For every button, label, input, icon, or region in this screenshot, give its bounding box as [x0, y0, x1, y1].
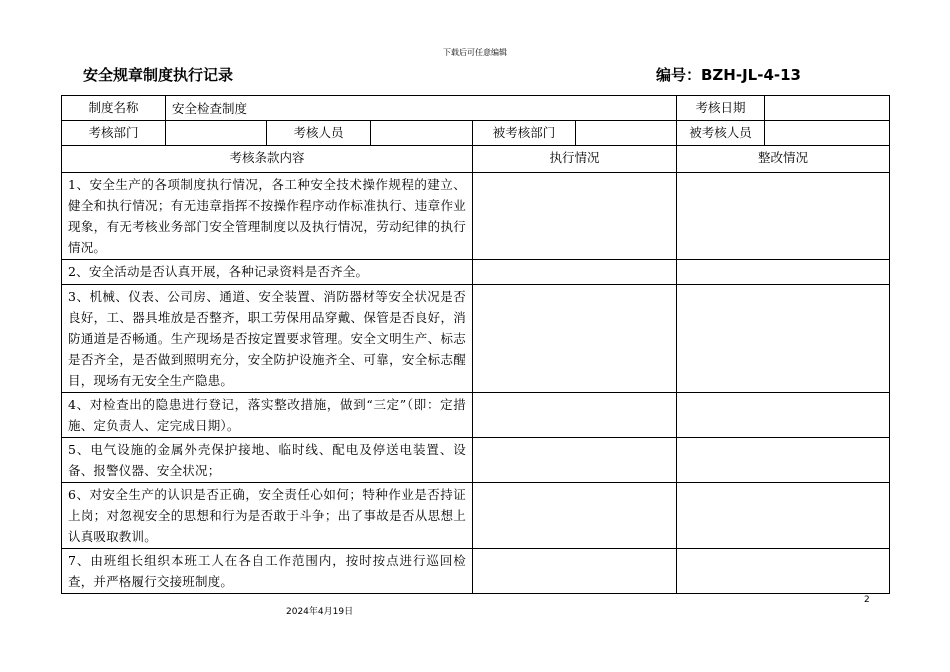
table-row — [62, 260, 890, 285]
top-note: 下载后可任意编辑 — [443, 48, 507, 57]
table-row — [62, 483, 890, 549]
rectification-cell[interactable] — [677, 285, 890, 393]
header-clause-content: 考核条款内容 — [62, 146, 473, 173]
header-rectification: 整改情况 — [677, 146, 890, 173]
execution-cell[interactable] — [473, 483, 677, 549]
execution-cell[interactable] — [473, 393, 677, 438]
table-row — [62, 549, 890, 594]
clause-content: 4、对检查出的隐患进行登记，落实整改措施，做到“三定”（即：定措施、定负责人、定完成日期）。 — [62, 393, 473, 438]
rectification-cell[interactable] — [677, 173, 890, 260]
clause-content: 7、由班组长组织本班工人在各自工作范围内，按时按点进行巡回检查，并严格履行交接班制度。 — [62, 549, 473, 594]
assessed-person-value[interactable] — [765, 121, 890, 146]
execution-cell[interactable] — [473, 549, 677, 594]
rectification-cell[interactable] — [677, 483, 890, 549]
assessed-person-label: 被考核人员 — [677, 121, 765, 146]
assessor-value[interactable] — [371, 121, 473, 146]
assessor-label: 考核人员 — [267, 121, 371, 146]
clause-content: 2、安全活动是否认真开展，各种记录资料是否齐全。 — [62, 260, 473, 285]
execution-cell[interactable] — [473, 173, 677, 260]
execution-cell[interactable] — [473, 438, 677, 483]
table-row — [62, 285, 890, 393]
execution-cell[interactable] — [473, 260, 677, 285]
assessed-dept-label: 被考核部门 — [473, 121, 576, 146]
document-code: 编号：BZH-JL-4-13 — [656, 66, 801, 84]
info-row-1 — [62, 96, 890, 121]
page-number: 2 — [864, 595, 870, 605]
header-row — [62, 146, 890, 173]
table-row — [62, 438, 890, 483]
record-table — [61, 95, 890, 594]
footer-date: 2024年4月19日 — [286, 607, 354, 617]
dept-label: 考核部门 — [62, 121, 166, 146]
header-execution: 执行情况 — [473, 146, 677, 173]
dept-value[interactable] — [166, 121, 267, 146]
system-name-label: 制度名称 — [62, 96, 166, 121]
rectification-cell[interactable] — [677, 549, 890, 594]
clause-content: 1、安全生产的各项制度执行情况，各工种安全技术操作规程的建立、健全和执行情况；有无违章指挥不按操作程序动作标准执行、违章作业现象，有无考核业务部门安全管理制度以及执行情况，劳动纪律的执行情况。 — [62, 173, 473, 260]
execution-cell[interactable] — [473, 285, 677, 393]
rectification-cell[interactable] — [677, 438, 890, 483]
clause-content: 6、对安全生产的认识是否正确，安全责任心如何；特种作业是否持证上岗；对忽视安全的思想和行为是否敢于斗争；出了事故是否从思想上认真吸取教训。 — [62, 483, 473, 549]
document-title: 安全规章制度执行记录 — [83, 66, 234, 84]
table-row — [62, 393, 890, 438]
clause-content: 5、电气设施的金属外壳保护接地、临时线、配电及停送电装置、设备、报警仪器、安全状况； — [62, 438, 473, 483]
system-name-value[interactable]: 安全检查制度 — [166, 96, 677, 121]
info-row-2 — [62, 121, 890, 146]
table-row — [62, 173, 890, 260]
clause-content: 3、机械、仪表、公司房、通道、安全装置、消防器材等安全状况是否良好，工、器具堆放是否整齐，职工劳保用品穿戴、保管是否良好，消防通道是否畅通。生产现场是否按定置要求管理。安全文明生产、标志是否齐全，是否做到照明充分，安全防护设施齐全、可靠，安全标志醒目，现场有无安全生产隐患。 — [62, 285, 473, 393]
assessed-dept-value[interactable] — [576, 121, 677, 146]
assess-date-value[interactable] — [765, 96, 890, 121]
assess-date-label: 考核日期 — [677, 96, 765, 121]
rectification-cell[interactable] — [677, 260, 890, 285]
rectification-cell[interactable] — [677, 393, 890, 438]
